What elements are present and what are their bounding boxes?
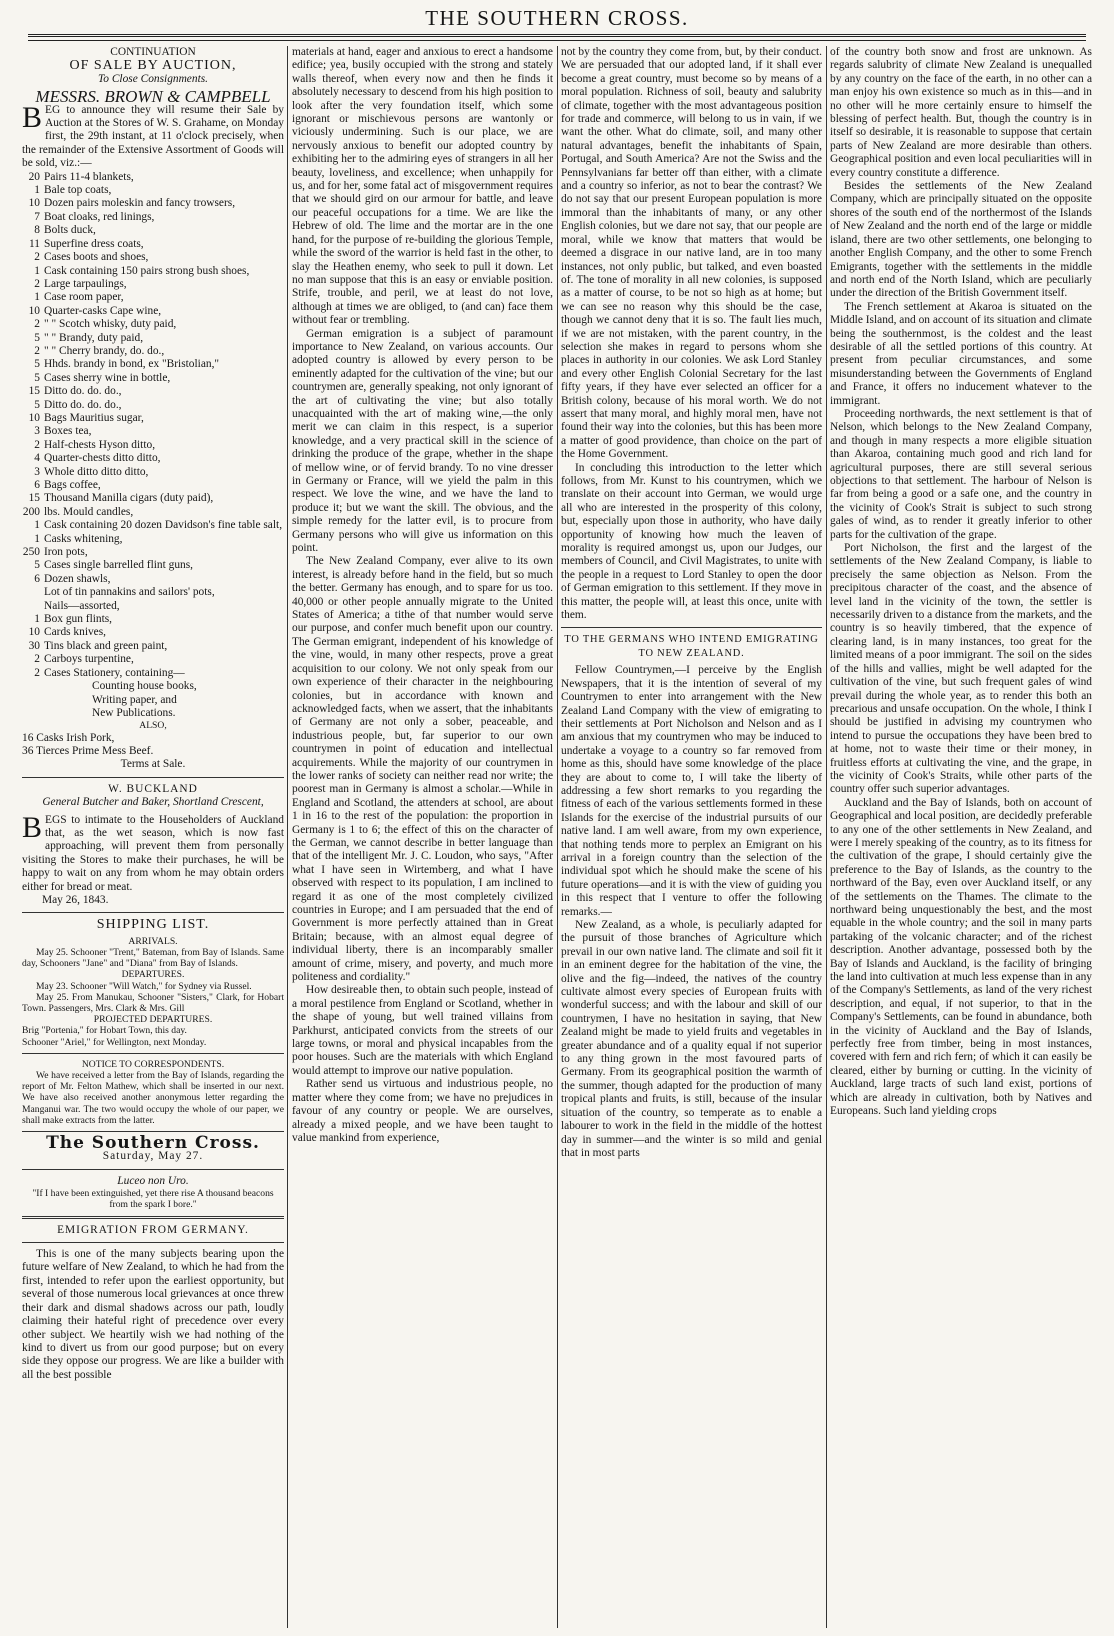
auction-item-quantity: 1: [34, 532, 40, 545]
auction-item-description: Bags coffee,: [44, 479, 101, 491]
auction-item-quantity: 2: [34, 318, 40, 331]
auction-item-description: Quarter-chests ditto ditto,: [44, 452, 161, 465]
auction-item-description: " " Brandy, duty paid,: [44, 331, 144, 344]
paper-title: The Southern Cross.: [46, 1133, 260, 1154]
auction-item-description: Cask containing 20 dozen Davidson's fine table salt,: [44, 519, 283, 532]
article-paragraph: Rather send us virtuous and industrious people, no matter where they come from; we have no prejudices in favour of any country or people. We are ourselves, already a mixed people, and we have been taught to value mankind from experience,: [292, 1078, 553, 1144]
auction-item: [22, 546, 284, 559]
auction-subheading: OF SALE BY AUCTION,: [69, 58, 237, 74]
auction-item-quantity: 4: [34, 452, 40, 465]
butcher-notice: EGS to intimate to the Householders of Auckland that, as the wet season, which is now fast approaching, will prevent them from personally visiting the Stores to make their purchases, he will be happy to wait on any from whom he may obtain orders either for bread or meat.: [22, 813, 284, 893]
arrivals-heading: ARRIVALS.: [128, 935, 178, 947]
auction-item-description: Lot of tin pannakins and sailors' pots,: [44, 586, 215, 599]
auction-item-description: Boat cloaks, red linings,: [44, 210, 155, 223]
auction-item-quantity: 2: [34, 438, 40, 451]
auction-item-quantity: 15: [28, 385, 40, 398]
auction-item: [22, 305, 284, 318]
auction-item: [22, 506, 284, 519]
auction-item-quantity: 8: [34, 224, 40, 237]
auction-item-description: Dozen shawls,: [44, 572, 111, 585]
auction-item: [22, 439, 284, 452]
auction-item-description: Nails—assorted,: [44, 599, 120, 612]
auction-heading: CONTINUATION: [110, 46, 196, 58]
auction-item-quantity: 5: [34, 331, 40, 344]
auction-item-quantity: 11: [29, 237, 40, 250]
letter-paragraph: Auckland and the Bay of Islands, both on account of Geographical and local position, are decidedly preferable to any one of the other settlements in New Zealand, and were I merely speaking of the country, as to its fitness for the cultivation of the grape, I should certainly give the preference to the Bay of Islands, as the country to the northward of the Bay, even over Auckland itself, or any of the settlements on the Thames. The climate to the northward being unquestionably the best, and the most equable in the whole country; and the soil in many parts partaking of the volcanic character; and of the richest description. Another advantage, possessed both by the Bay of Islands and Auckland, is the facility of bringing the land into cultivation at much less expense than in any of the Company's Settlements, as land of the very richest description, and equal, if not superior, to that in the Company's Settlements, can be found in abundance, both in the vicinity of Auckland and the Bay of Islands, perfectly free from timber, being in most instances, covered with fern and rich fern; of which it can easily be cleared, either by burning or cutting. In the vicinity of Auckland, large tracts of such land exist, portions of which are already in cultivation, both by Natives and Europeans. Such land yielding crops: [830, 796, 1092, 1118]
shipping-heading: SHIPPING LIST.: [96, 917, 210, 933]
auction-item: [22, 653, 284, 666]
auction-item-description: Box gun flints,: [44, 613, 113, 626]
auction-item-description: Cases Stationery, containing—: [44, 666, 185, 679]
auction-item-list: [22, 171, 284, 680]
auction-item-quantity: 15: [28, 492, 40, 505]
auction-item-quantity: 1: [34, 264, 40, 277]
terms-label: Terms at Sale.: [120, 758, 186, 771]
column-4: [830, 46, 1092, 1628]
column-3: [561, 46, 822, 1628]
article-paragraph: In concluding this introduction to the letter which follows, from Mr. Kunst to his countrymen, which we translate on their account into German, we would urge all who are interested in the prosperity of this colony, but, especially upon those in authority, who have daily opportunity of knowing how much the leaven of morality is required amongst us, upon our Judges, our members of Council, and Civil Magistrates, to unite with the people in a request to Lord Stanley to open the door of German emigration to this settlement. If they move in this matter, the people will, at least this once, unite with them.: [561, 461, 822, 622]
auction-item: [22, 519, 284, 532]
letter-paragraph: Proceeding northwards, the next settlement is that of Nelson, which belongs to the New Zealand Company, and though in many respects a more eligible situation than Akaroa, containing much good and rich land for agricultural purposes, there are still several serious objections to that settlement. The harbour of Nelson is far from being a good or a safe one, and the country in the vicinity of Cook's Strait is subject to such strong gales of wind, as to render it greatly inferior to other parts for the cultivation of the grape.: [830, 407, 1092, 541]
auction-item-description: Casks whitening,: [44, 532, 123, 545]
also-item: 36 Tierces Prime Mess Beef.: [22, 744, 154, 757]
column-2: [292, 46, 553, 1628]
auction-item: [22, 586, 284, 599]
departure-entry: May 25. From Manukau, Schooner "Sisters," Clark, for Hobart Town. Passengers, Mrs. Clark & Mrs. Gill: [22, 991, 284, 1015]
auction-item-description: Case room paper,: [44, 291, 124, 304]
auction-item-quantity: 1: [34, 519, 40, 532]
dropcap: B: [22, 100, 43, 134]
auction-item: [22, 559, 284, 572]
column-divider: [826, 46, 827, 1628]
article-paragraph: How desireable then, to obtain such people, instead of a moral pestilence from England or Scotland, whether in the shape of young, but well trained villains from Parkhurst, anticipated convicts from the streets of our large towns, or moral and physical incapables from the poor houses. Such are the materials with which England would attempt to improve our native population.: [292, 984, 553, 1077]
auction-item: [22, 278, 284, 291]
article-paragraph: This is one of the many subjects bearing upon the future welfare of New Zealand, to which he had from the first, intended to refer upon the earliest opportunity, but several of those numerous local grievances at once threw their dark and dismal shadows across our path, loudly claiming their hateful right of precedence over every other subject. We heartily wish we had nothing of the kind to divert us from our good purpose; but on every side they oppose our progress. We are like a builder with all the best possible: [22, 1248, 284, 1381]
auction-item-description: Iron pots,: [44, 546, 88, 559]
projected-entry: Brig "Portenia," for Hobart Town, this day.: [22, 1025, 187, 1037]
auction-item-description: Thousand Manilla cigars (duty paid),: [44, 492, 214, 505]
dropcap: B: [22, 810, 43, 844]
motto-quote: "If I have been extinguished, yet there rise A thousand beacons from the spark I bore.": [32, 1188, 274, 1211]
auction-notice: EG to announce they will resume their Sale by Auction at the Stores of W. S. Grahame, on Monday first, the 29th instant, at 11 o'clock precisely, when the remainder of the Extensive Assortment of Goods will be sold, viz.:—: [22, 103, 284, 170]
auction-item: [22, 399, 284, 412]
auction-item-description: Ditto do. do. do.,: [44, 398, 122, 411]
correspondents-text: We have received a letter from the Bay of Islands, regarding the report of Mr. Felton Mathew, which shall be inserted in our next. We have also received another anonymous letter regarding the Manganui war. The two would occupy the whole of our paper, we shall make extracts from the latter.: [22, 1070, 284, 1126]
departure-entry: May 23. Schooner "Will Watch," for Sydney via Russel.: [36, 980, 252, 992]
auction-item: [22, 171, 284, 184]
auction-item-description: Cases boots and shoes,: [44, 251, 149, 264]
auction-item-description: Hhds. brandy in bond, ex "Bristolian,": [44, 358, 220, 371]
auction-item-description: " " Scotch whisky, duty paid,: [44, 318, 177, 331]
column-1: [22, 46, 284, 1628]
departures-heading: DEPARTURES.: [121, 969, 185, 981]
auction-item: [22, 332, 284, 345]
auction-item-quantity: 5: [34, 398, 40, 411]
correspondents-heading: NOTICE TO CORRESPONDENTS.: [81, 1058, 225, 1070]
auction-item-description: Dozen pairs moleskin and fancy trowsers,: [44, 197, 236, 210]
auction-item-description: Boxes tea,: [44, 425, 92, 438]
column-divider: [557, 46, 558, 1628]
auction-item-quantity: 200: [22, 505, 40, 518]
auction-item: [22, 626, 284, 639]
letter-paragraph: The French settlement at Akaroa is situated on the Middle Island, and on account of its situation and climate being the southernmost, is the coldest and the least desirable of all the settled portions of this country. At present from peculiar circumstances, and some misunderstanding between the Governments of England and France, it offers no inducement whatever to the immigrant.: [830, 300, 1092, 407]
auction-item: [22, 224, 284, 237]
auction-item: [22, 613, 284, 626]
auction-advertisement: [22, 46, 284, 772]
auction-item: [22, 466, 284, 479]
butcher-date: May 26, 1843.: [42, 893, 109, 906]
masthead: THE SOUTHERN CROSS.: [425, 6, 689, 30]
auction-item: [22, 385, 284, 398]
auction-item: [22, 492, 284, 505]
auction-item-quantity: 10: [28, 626, 40, 639]
auction-item: [22, 291, 284, 304]
auction-item-quantity: 2: [34, 653, 40, 666]
article-paragraph: The New Zealand Company, ever alive to its own interest, is already before hand in the field, but so much the better. Germany has enough, and to spare for us too. 40,000 or other people annually migrate to the United States of America; a tithe of that number would serve our purpose, and confer much benefit upon our country. The German emigrant, independent of his knowledge of the vine, would, in many other respects, prove a great acquisition to our colony. We not only speak from our own experience of their character in the neighbouring colonies, but in accordance with known and acknowledged facts, when we assert, that the inhabitants of Germany are not only a sober, peaceable, and industrious people, but, far superior to our own countrymen in point of education and intellectual acquirements. While the majority of our countrymen in the lower ranks of society can neither read nor write; the poorest man in Germany is almost a scholar.—While in England and Scotland, the attenders at school, are about 1 in 16 to the rest of the population: the proportion in Germany is 1 to 6; the effect of this on the character of the German, we cannot describe in better language than that of the intelligent Mr. J. C. Loudon, who says, "After what I have seen in Wirtemberg, and what I have observed with respect to its population, I am inclined to regard it as one of the most completely civilized countries in Europe; and I am persuaded that the end of Government is more perfectly attained than in Great Britain; because, with an almost equal degree of individual liberty, there is an incomparably smaller amount of crime, misery, and poverty, and much more politeness and cordiality.": [292, 555, 553, 984]
auction-item-description: Cards knives,: [44, 626, 107, 639]
auction-item-quantity: 250: [22, 546, 40, 559]
arrivals-text: May 25. Schooner "Trent," Bateman, from Bay of Islands. Same day, Schooners "Jane" and "Diana" from Bay of Islands.: [22, 947, 284, 970]
auction-item-quantity: 5: [34, 559, 40, 572]
auction-item: [22, 640, 284, 653]
auction-item-description: Cases sherry wine in bottle,: [44, 371, 171, 384]
editorial-masthead: [22, 1133, 284, 1211]
auction-item-description: Tins black and green paint,: [44, 639, 168, 652]
auction-item-description: Superfine dress coats,: [44, 237, 144, 250]
auction-item-quantity: 10: [28, 304, 40, 317]
auction-item: [22, 425, 284, 438]
auction-item-quantity: 5: [34, 371, 40, 384]
shipping-list: [22, 918, 284, 1047]
auction-item-description: Cases single barrelled flint guns,: [44, 559, 193, 572]
auction-item: [22, 184, 284, 197]
auction-item: [22, 251, 284, 264]
auction-item-quantity: 20: [28, 170, 40, 183]
auction-item-description: Whole ditto ditto ditto,: [44, 465, 149, 478]
stationery-item: New Publications.: [92, 706, 176, 719]
auction-item-description: Bolts duck,: [44, 224, 96, 237]
stationery-item: Writing paper, and: [92, 693, 177, 706]
auction-item: [22, 211, 284, 224]
auction-item: [22, 265, 284, 278]
auction-item: [22, 358, 284, 371]
auction-item-quantity: 1: [34, 613, 40, 626]
auction-item-description: Quarter-casks Cape wine,: [44, 304, 162, 317]
auction-item: [22, 345, 284, 358]
auction-item-description: lbs. Mould candles,: [44, 505, 134, 518]
auction-item: [22, 412, 284, 425]
column-divider: [287, 46, 288, 1628]
auction-item-quantity: 2: [34, 666, 40, 679]
letter-paragraph: of the country both snow and frost are unknown. As regards salubrity of climate New Zealand is unequalled by any country on the face of the earth, in no other can a man enjoy his own existence so much as in this—and in no other will he more certainly ensure to himself the blessing of perfect health. But, though the country is in itself so desirable, it is reasonable to suppose that certain parts of New Zealand are more desirable than others. Geographical position and even local peculiarities will in every country constitute a difference.: [830, 46, 1092, 179]
butcher-title: General Butcher and Baker, Shortland Crescent,: [42, 796, 264, 809]
stationery-item: Counting house books,: [92, 680, 197, 693]
article-paragraph: materials at hand, eager and anxious to erect a handsome edifice; yea, busily occupied with the strong and stately walls thereof, when every now and then he finds it absolutely necessary to descend from his high position to look after the very foundation itself, which some ignorant or mischievous persons are wantonly or viciously undermining. Such is our place, we are nervously anxious to benefit our adopted country by exhibiting her to the admiring eyes of strangers in all her beauty, loveliness, and excellence; when unhappily for us, and for her, some fatal act of misgovernment requires that we should gird on our armour for battle, and leave our peaceful occupations for a time. We are like the Hebrew of old. The lime and the mortar are in the one hand, for the purpose of re-building the glorious Temple, while the sword of the warrior is held fast in the other, to slay the Heathen enemy, who seek to pull it down. Let no man suppose that this is an easy or enviable position. Strife, trouble, and peril, we at least do not love, although at times we are obliged, to (and can) face them without fear or trembling.: [292, 46, 553, 327]
also-item: 16 Casks Irish Pork,: [22, 731, 115, 744]
auction-item-quantity: 2: [34, 344, 40, 357]
auction-item-description: Carboys turpentine,: [44, 653, 134, 666]
auction-item: [22, 600, 284, 613]
auction-item: [22, 533, 284, 546]
auction-item-quantity: 30: [28, 639, 40, 652]
auction-item: [22, 667, 284, 680]
motto: Luceo non Uro.: [117, 1174, 189, 1187]
auction-item-description: Pairs 11-4 blankets,: [44, 170, 134, 183]
auction-item-description: Bale top coats,: [44, 184, 112, 197]
auction-item-quantity: 3: [34, 465, 40, 478]
letter-paragraph: Port Nicholson, the first and the largest of the settlements of the New Zealand Company, is liable to precisely the same objection as Nelson. From the precipitous character of the coast, and the absence of level land in the vicinity of the town, the settler is necessarily driven to a distance from the markets, and the country is so heavily timbered, that the expence of clearing land, is in many instances, too great for the limited means of a poor immigrant. The soil on the sides of the hills and vallies, might be well adapted for the cultivation of the vine, but such frequent gales of wind prevail during the whole year, as to render this both an precarious and unsafe occupation. On the whole, I think I should be justified in advising my countrymen who intend to pursue the occupations they have been bred to at home, not to waste their time or their money, in fruitless efforts at cultivating the vine, and the grape, in the vicinity of Cook's Straits, while other parts of the country offer such superior advantages.: [830, 542, 1092, 796]
notice-to-correspondents: [22, 1059, 284, 1126]
auction-item: [22, 372, 284, 385]
paper-date: Saturday, May 27.: [102, 1150, 204, 1163]
auctioneers-name: MESSRS. BROWN & CAMPBELL: [35, 87, 271, 107]
masthead-rule-thin: [28, 40, 1086, 41]
auction-item-quantity: 6: [34, 479, 40, 491]
letter-heading: TO THE GERMANS WHO INTEND EMIGRATING TO NEW ZEALAND.: [564, 634, 819, 659]
butcher-name: W. BUCKLAND: [108, 782, 198, 795]
emigration-heading: EMIGRATION FROM GERMANY.: [57, 1223, 249, 1236]
auction-item-quantity: 1: [34, 291, 40, 304]
auction-item-quantity: 2: [34, 277, 40, 290]
auction-item-quantity: 10: [28, 411, 40, 424]
auction-item-description: " " Cherry brandy, do. do.,: [44, 344, 165, 357]
auction-item-quantity: 1: [34, 184, 40, 197]
auction-item-description: Cask containing 150 pairs strong bush shoes,: [44, 264, 250, 277]
also-label: ALSO,: [139, 720, 167, 732]
auction-item: [22, 197, 284, 210]
letter-paragraph: New Zealand, as a whole, is peculiarly adapted for the pursuit of those branches of Agriculture which prevail in our own native land. The climate and soil fit it in an eminent degree for the habitation of the vine, the olive and the fig—indeed, the natives of the country cultivate almost every species of European fruits with wonderful success; and with the labour and skill of our countrymen, I have no hesitation in saying, that New Zealand might be made to yield fruits and vegetables in greater abundance and of a quality equal if not superior to any thing grown in the most favoured parts of Germany. From its geographical position the warmth of the summer, though adapted for the production of many tropical plants and fruits, is still, because of the insular situation of the country, so temperate as to enable a labourer to work in the field in the middle of the hottest day in summer—and the winter is so mild and genial that in most parts: [561, 919, 822, 1159]
auction-item: [22, 452, 284, 465]
auction-item: [22, 479, 284, 492]
auction-item-quantity: 10: [28, 197, 40, 210]
projected-heading: PROJECTED DEPARTURES.: [93, 1014, 213, 1026]
auction-item-quantity: 2: [34, 251, 40, 264]
auction-item-quantity: 5: [34, 358, 40, 371]
auction-item-description: Half-chests Hyson ditto,: [44, 438, 156, 451]
masthead-rule: [28, 34, 1086, 37]
letter-paragraph: Besides the settlements of the New Zealand Company, which are principally situated on the opposite shores of the south end of the northermost of the Islands of New Zealand and the north end of the large or middle island, there are two other settlements, one belonging to another English Company, and the other to some French Emigrants, together with the settlements in the middle and north end of the North Island, which are peculiarly under the direction of the British Government itself.: [830, 180, 1092, 300]
article-paragraph: not by the country they come from, but, by their conduct. We are persuaded that our adopted land, if it shall ever become a great country, must become so by means of a moral population. Richness of soil, beauty and salubrity of climate, together with the most advantageous position for trade and commerce, will belong to us in vain, if we want the other. What do climate, soil, and many other natural advantages, benefit the inhabitants of Spain, Portugal, and South America? Are not the Swiss and the Pennsylvanians far better off than either, with a climate and a country so inferior, as not to bear the contrast? We do not say that our present European population is more immoral than the inhabitants of many, or any other English colonies, but we dare not say, that our people are moral, while we know that matters that would be deemed a disgrace in our native land, are in too many instances, not only public, but talked, and even boasted of. The tone of morality in all new colonies, is supposed as a matter of course, to be not so high as at home; but we can see no reason why this should be the case, though we cannot deny that it is so. The fault lies much, if we are not mistaken, with the parent country, in the selection she makes in regard to persons whom she places in authority in our colonies. We ask Lord Stanley and every other English Colonial Secretary for the last fifty years, if they have ever selected an officer for a British colony, because of his moral worth. We do not assert that many moral, and highly moral men, have not found their way into the colonies, but this has been more a matter of good providence, than choice on the part of the Home Government.: [561, 46, 822, 461]
article-paragraph: German emigration is a subject of paramount importance to New Zealand, on various accounts. Our adopted country is allowed by every person to be eminently adapted for the cultivation of the vine; but our countrymen are, generally speaking, not only ignorant of the art of cultivating the vine; but also totally unacquainted with the art of making wine,—the only merit we can claim in this respect, is a superior knowledge, and a very practical skill in the science of drinking the produce of the grape, whether in the shape of mellow wine, or of fervid brandy. To no vine dresser in Germany or France, will we yield the palm in this respect. We love the wine, and we have the land to produce it; but we want the skill. The obvious, and the simple remedy for the latter evil, is to procure from Germany persons who will give us information on this point.: [292, 327, 553, 555]
letter-paragraph: Fellow Countrymen,—I perceive by the English Newspapers, that it is the intention of several of my Countrymen to enter into arrangement with the New Zealand Land Company with the view of emigrating to their settlements at Port Nicholson and Nelson and as I am anxious that my countrymen who may be induced to undertake a voyage to a country so far removed from home as this, should have some knowledge of the place they are about to come to, I will take the liberty of addressing a few short remarks to you regarding the fitness of each of the various settlements formed in these Islands for the exercise of the industrial pursuits of our native land. I am well aware, from my own experience, that nothing tends more to perplex an Emigrant on his arrival in a foreign country than the selection of the individual spot which he should make the scene of his future operations—and it is with the view of guiding you in this respect that I venture to offer the following remarks.—: [561, 664, 822, 918]
auction-tagline: To Close Consignments.: [97, 72, 209, 85]
auction-item-description: Large tarpaulings,: [44, 277, 127, 290]
auction-item-quantity: 7: [34, 210, 40, 223]
auction-item: [22, 238, 284, 251]
auction-item-quantity: 3: [34, 425, 40, 438]
auction-item-description: Ditto do. do. do.,: [44, 385, 122, 398]
auction-item: [22, 573, 284, 586]
auction-item-description: Bags Mauritius sugar,: [44, 411, 144, 424]
butcher-advertisement: [22, 783, 284, 908]
auction-item: [22, 318, 284, 331]
auction-item-quantity: 6: [34, 572, 40, 585]
projected-entry: Schooner "Ariel," for Wellington, next Monday.: [22, 1036, 207, 1048]
